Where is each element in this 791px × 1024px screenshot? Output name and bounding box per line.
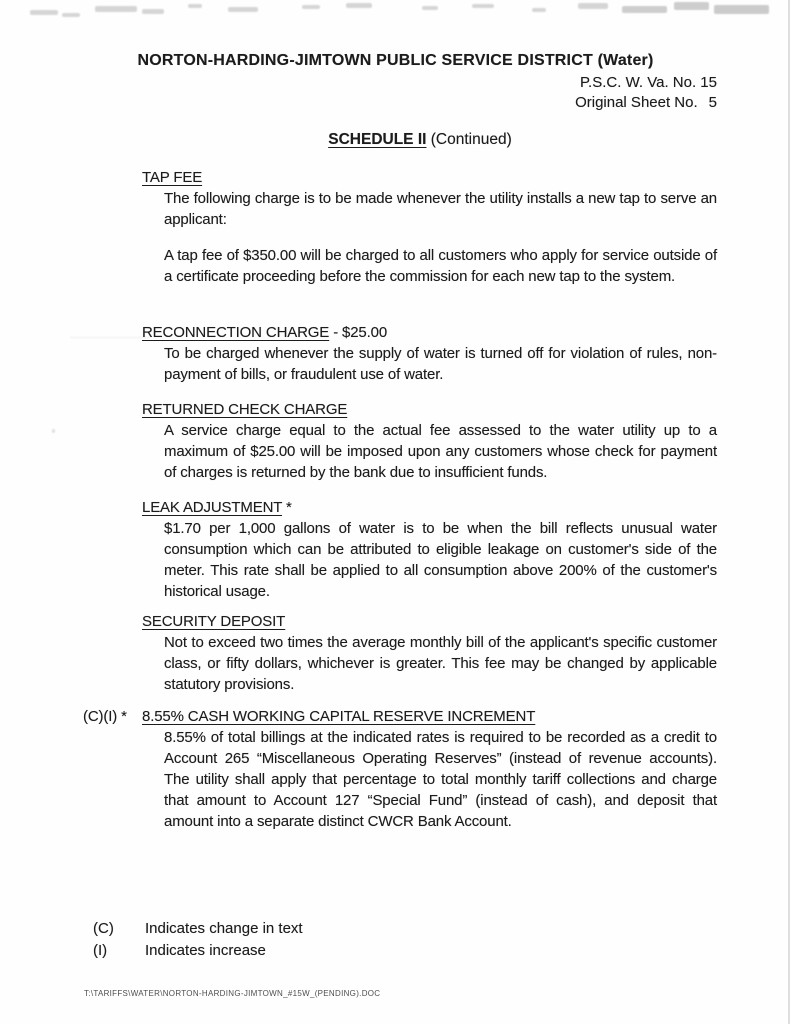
legend-description: Indicates increase <box>145 941 266 959</box>
scan-artifact <box>188 4 202 8</box>
scan-artifact <box>95 6 137 12</box>
section-heading: 8.55% CASH WORKING CAPITAL RESERVE INCREMENT <box>142 708 536 725</box>
scan-artifact <box>302 5 320 9</box>
section-security-deposit <box>0 611 791 695</box>
legend-row <box>93 918 303 940</box>
section-paragraph: $1.70 per 1,000 gallons of water is to be when the bill reflects unusual water consumption which can be attributed to eligible leakage on customer's side of the meter. This rate shall be applied to all consumption above 200% of the customer's historical usage. <box>164 520 717 600</box>
section-paragraph: A tap fee of $350.00 will be charged to all customers who apply for service outside of a certificate proceeding before the commission for each new tap to the system. <box>164 247 717 285</box>
legend-symbol: (C) <box>93 920 114 937</box>
section-paragraph: A service charge equal to the actual fee assessed to the water utility up to a maximum of $25.00 will be imposed upon any customers whose check for payment of charges is returned by the bank due to insufficient funds. <box>164 422 717 481</box>
scan-artifact <box>228 7 258 12</box>
scan-artifact <box>714 5 769 14</box>
legend-description: Indicates change in text <box>145 920 303 937</box>
section-reconnection-charge <box>0 322 791 385</box>
scan-artifact <box>142 9 164 14</box>
scan-artifact <box>532 8 546 12</box>
scan-artifact <box>62 13 80 17</box>
sheet-number: 5 <box>708 94 717 111</box>
section-heading: RETURNED CHECK CHARGE <box>142 401 348 418</box>
section-paragraph: The following charge is to be made whenever the utility installs a new tap to serve an applicant: <box>164 190 717 228</box>
scan-artifact <box>30 10 58 15</box>
scan-artifact <box>578 3 608 9</box>
section-paragraph: To be charged whenever the supply of water is turned off for violation of rules, non-payment of bills, or fraudulent use of water. <box>164 345 717 383</box>
legend <box>93 918 303 961</box>
utility-name: NORTON-HARDING-JIMTOWN PUBLIC SERVICE DISTRICT (Water) <box>137 52 654 69</box>
scan-artifact <box>346 3 372 8</box>
schedule-title: SCHEDULE II <box>328 131 427 148</box>
schedule-heading <box>50 131 790 149</box>
scan-artifact <box>472 4 494 8</box>
scan-artifact <box>422 6 438 10</box>
section-heading: SECURITY DEPOSIT <box>142 613 286 630</box>
psc-number: P.S.C. W. Va. No. 15 <box>579 74 717 91</box>
section-leak-adjustment <box>0 497 791 602</box>
change-indicator-note: (C)(I) * <box>83 708 127 725</box>
scan-artifact <box>622 6 667 13</box>
section-paragraph: Not to exceed two times the average monthly bill of the applicant's specific customer class, or fifty dollars, whichever is greater. This fee may be changed by applicable statutory provisions. <box>164 634 717 693</box>
section-cwcr-increment <box>0 706 791 832</box>
section-tap-fee <box>0 167 791 287</box>
section-returned-check-charge <box>0 399 791 483</box>
scan-artifact <box>674 2 709 10</box>
section-heading: TAP FEE <box>142 169 203 186</box>
legend-symbol: (I) <box>93 941 108 959</box>
schedule-continued: (Continued) <box>430 131 512 148</box>
section-heading: LEAK ADJUSTMENT * <box>142 499 292 516</box>
file-path: T:\TARIFFS\WATER\NORTON-HARDING-JIMTOWN_#15W_(PENDING).DOC <box>84 989 381 998</box>
section-heading: RECONNECTION CHARGE - $25.00 <box>142 324 388 341</box>
sheet-number-label: Original Sheet No. <box>575 94 698 111</box>
legend-row <box>93 940 303 962</box>
section-paragraph: 8.55% of total billings at the indicated rates is required to be recorded as a credit to Account 265 “Miscellaneous Operating Reserves” (instead of revenue accounts). The utility shall apply that percentage to total monthly tariff collections and charge that amount to Account 127 “Special Fund” (instead of cash), and deposit that amount into a separate distinct CWCR Bank Account. <box>164 729 717 830</box>
sheet-number-line <box>575 94 717 111</box>
